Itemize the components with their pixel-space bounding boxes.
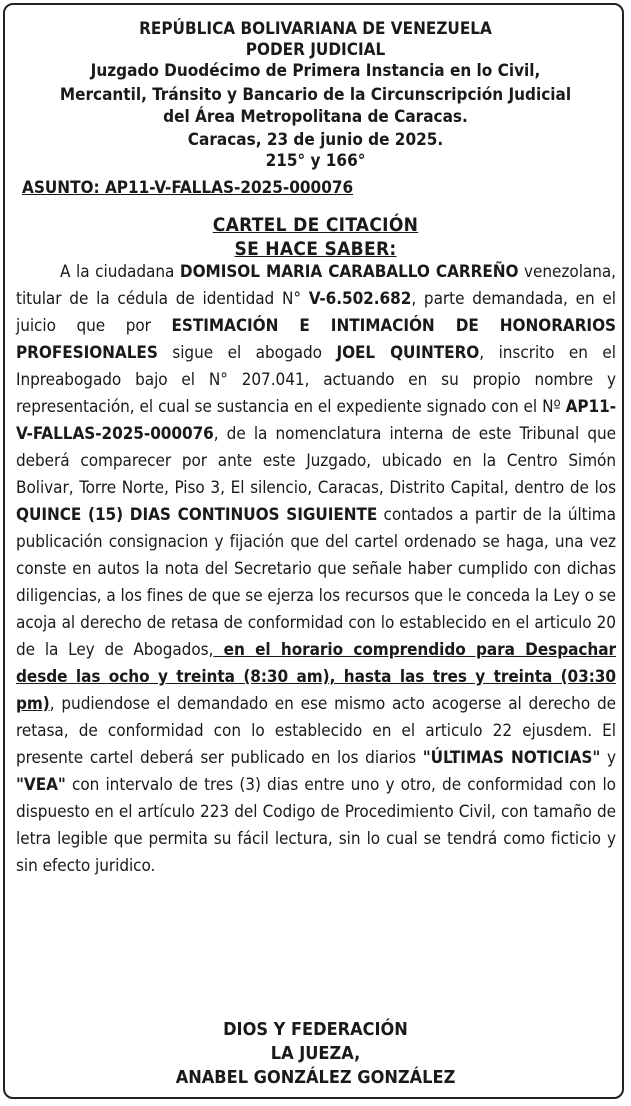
lawyer-name: JOEL QUINTERO <box>336 343 480 363</box>
body-text: sigue el abogado <box>157 343 337 363</box>
header-country: REPÚBLICA BOLIVARIANA DE VENEZUELA <box>139 19 492 39</box>
body-text: y <box>600 748 616 768</box>
signer-name: ANABEL GONZÁLEZ GONZÁLEZ <box>175 1067 456 1088</box>
body-text: , de la nomenclatura interna de este Tribunal que deberá comparecer por ante este Juzgado, ubicado en la Centro Simón Bolivar, Torre Norte, Piso 3, El silencio, Caracas, Distrito Capital, dentro de los <box>16 424 616 498</box>
id-number: V-6.502.682 <box>308 289 412 309</box>
body-text: , inscrito en el Inpreabogado bajo el N° 207.041, actuando en su propio nombre y representación, el cual se sustancia en el expediente signado con el Nº <box>16 343 616 417</box>
body-text: con intervalo de tres (3) dias entre uno y otro, de conformidad con lo dispuesto en el artículo 223 del Codigo de Procedimiento Civil, con tamaño de letra legible que permita su fácil lectura, sin lo cual se tendrá como ficticio y sin efecto juridico. <box>16 775 616 876</box>
header-date: Caracas, 23 de junio de 2025. <box>187 130 444 150</box>
body-text: A la ciudadana <box>60 262 180 282</box>
header-court-line2: Mercantil, Tránsito y Bancario de la Circunscripción Judicial <box>59 85 572 105</box>
notice-body <box>16 259 616 880</box>
closing-motto: DIOS Y FEDERACIÓN <box>223 1019 408 1040</box>
signer-title: LA JUEZA, <box>270 1043 361 1064</box>
header-branch: PODER JUDICIAL <box>245 40 386 60</box>
body-text: venezolana, titular de la cédula de identidad N° <box>16 262 616 309</box>
notice-subtitle: SE HACE SABER: <box>234 238 397 260</box>
header-court-line3: del Área Metropolitana de Caracas. <box>163 107 468 127</box>
newspaper-2: "VEA" <box>16 775 66 795</box>
case-subject: ASUNTO: AP11-V-FALLAS-2025-000076 <box>22 178 354 198</box>
case-number: AP11-V-FALLAS-2025-000076 <box>16 397 616 444</box>
notice-title: CARTEL DE CITACIÓN <box>212 214 419 236</box>
header-court-line1: Juzgado Duodécimo de Primera Instancia en lo Civil, <box>90 61 541 81</box>
case-type: ESTIMACIÓN E INTIMACIÓN DE HONORARIOS PROFESIONALES <box>16 316 616 363</box>
newspaper-1: "ÚLTIMAS NOTICIAS" <box>422 748 601 768</box>
header-years: 215° y 166° <box>265 151 366 171</box>
office-hours: en el horario comprendido para Despachar desde las ocho y treinta (8:30 am), hasta las tres y treinta (03:30 pm) <box>16 640 616 714</box>
body-text: contados a partir de la última publicación consignacion y fijación que del cartel ordenado se haga, una vez conste en autos la nota del Secretario que señale haber cumplido con dichas diligencias, a los fines de que se ejerza los recursos que le conceda la Ley o se acoja al derecho de retasa de conformidad con lo establecido en el articulo 20 de la Ley de Abogados, <box>16 505 616 660</box>
body-text: , pudiendose el demandado en ese mismo acto acogerse al derecho de retasa, de conformidad con lo establecido en el articulo 22 ejusdem. El presente cartel deberá ser publicado en los diarios <box>16 694 616 768</box>
body-text: , parte demandada, en el juicio que por <box>16 289 616 336</box>
defendant-name: DOMISOL MARIA CARABALLO CARREÑO <box>179 262 519 282</box>
deadline: QUINCE (15) DIAS CONTINUOS SIGUIENTE <box>16 505 378 525</box>
